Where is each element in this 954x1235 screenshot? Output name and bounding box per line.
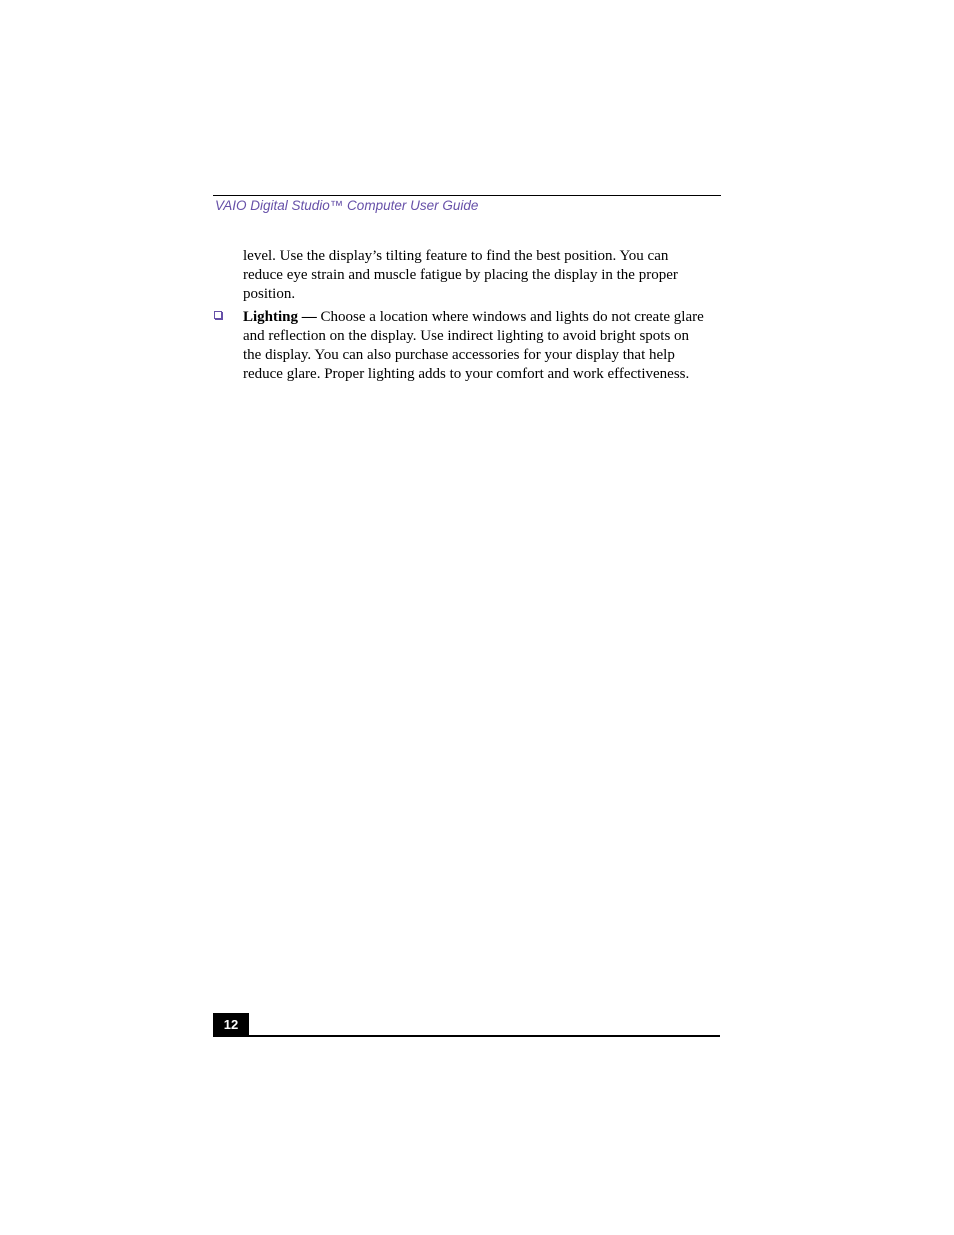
paragraph-line: level. Use the display’s tilting feature to find the best position. You can xyxy=(243,248,669,264)
bullet-first-line-text: Choose a location where windows and lights do not create glare xyxy=(316,309,704,325)
paragraph-line: the display. You can also purchase accessories for your display that help xyxy=(243,347,675,363)
paragraph-line: reduce glare. Proper lighting adds to your comfort and work effectiveness. xyxy=(243,366,690,382)
checkbox-bullet-icon xyxy=(214,311,222,319)
paragraph-line: and reflection on the display. Use indirect lighting to avoid bright spots on xyxy=(243,328,690,344)
header-rule xyxy=(213,195,721,196)
running-head: VAIO Digital Studio™ Computer User Guide xyxy=(215,198,479,213)
continued-paragraph xyxy=(243,247,723,304)
paragraph-line: position. xyxy=(243,286,296,302)
bullet-lead-term: Lighting — xyxy=(243,309,317,325)
paragraph-line: reduce eye strain and muscle fatigue by placing the display in the proper xyxy=(243,267,678,283)
bullet-item-lighting xyxy=(243,308,723,384)
bullet-first-line xyxy=(243,308,723,327)
footer-rule xyxy=(213,1035,720,1037)
page-number: 12 xyxy=(213,1013,249,1036)
